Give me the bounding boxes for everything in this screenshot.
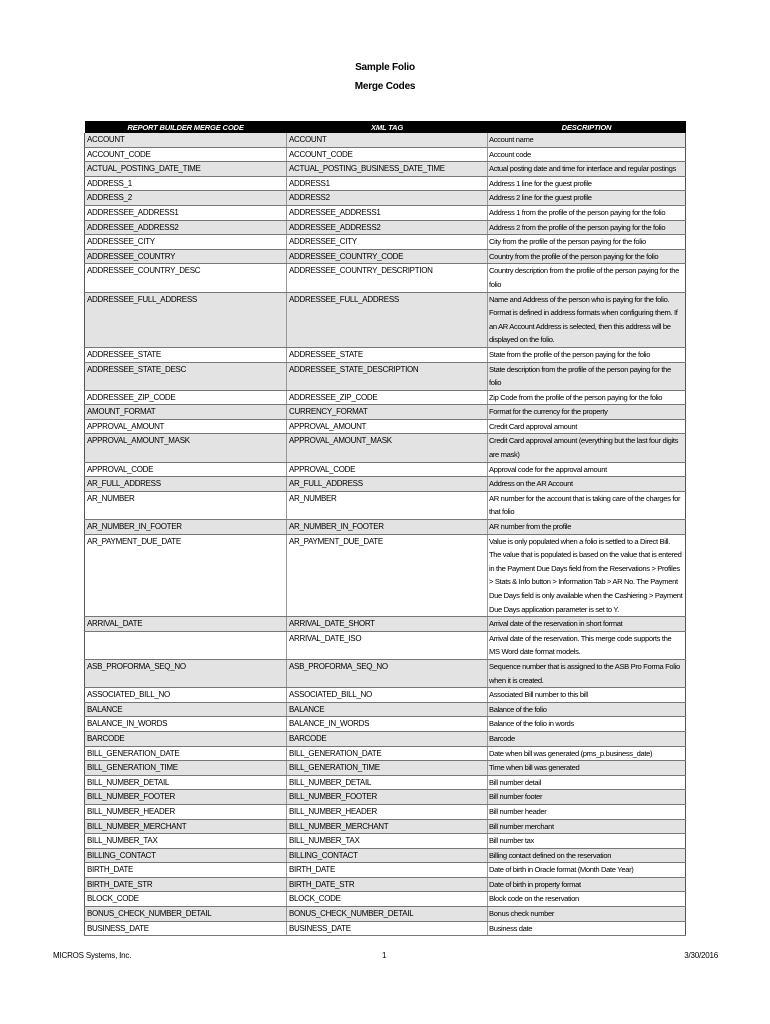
table-row [85,462,686,477]
description-cell: Arrival date of the reservation in short format [488,617,686,632]
merge-code-cell: BARCODE [85,731,287,746]
table-row [85,617,686,632]
merge-code-cell: BALANCE_IN_WORDS [85,717,287,732]
xml-tag-cell: ASB_PROFORMA_SEQ_NO [287,659,488,687]
merge-code-cell: BILL_GENERATION_DATE [85,746,287,761]
column-header-description: DESCRIPTION [488,121,686,133]
description-cell: Name and Address of the person who is paying for the folio. Format is defined in address formats when configuring them. If an AR Account Address is selected, then this address will be displayed on the folio. [488,292,686,347]
table-row [85,688,686,703]
merge-code-cell: ADDRESSEE_ADDRESS2 [85,220,287,235]
table-row [85,347,686,362]
merge-codes-table [84,121,686,936]
merge-code-cell: ASB_PROFORMA_SEQ_NO [85,659,287,687]
description-cell: Credit Card approval amount (everything but the last four digits are mask) [488,434,686,462]
description-cell: Bill number header [488,804,686,819]
merge-code-cell: BILL_NUMBER_TAX [85,834,287,849]
xml-tag-cell: ADDRESS1 [287,176,488,191]
table-row [85,804,686,819]
merge-code-cell: AR_FULL_ADDRESS [85,477,287,492]
table-row [85,863,686,878]
description-cell: Format for the currency for the property [488,405,686,420]
table-row [85,659,686,687]
description-cell: State description from the profile of the person paying for the folio [488,362,686,390]
merge-code-cell: APPROVAL_AMOUNT_MASK [85,434,287,462]
table-row [85,892,686,907]
merge-code-cell: ARRIVAL_DATE [85,617,287,632]
xml-tag-cell: ADDRESSEE_COUNTRY_CODE [287,249,488,264]
description-cell: Date of birth in property format [488,877,686,892]
xml-tag-cell: BALANCE [287,702,488,717]
table-row [85,491,686,519]
description-cell: Bill number detail [488,775,686,790]
column-header-merge-code: REPORT BUILDER MERGE CODE [85,121,287,133]
description-cell: Address 2 from the profile of the person paying for the folio [488,220,686,235]
table-row [85,834,686,849]
table-row [85,702,686,717]
description-cell: Date of birth in Oracle format (Month Date Year) [488,863,686,878]
xml-tag-cell: ADDRESSEE_ZIP_CODE [287,390,488,405]
merge-code-cell: ADDRESSEE_STATE [85,347,287,362]
table-row [85,147,686,162]
xml-tag-cell: BARCODE [287,731,488,746]
description-cell: Approval code for the approval amount [488,462,686,477]
merge-code-cell: BONUS_CHECK_NUMBER_DETAIL [85,907,287,922]
footer-page-number: 1 [382,951,387,960]
xml-tag-cell: AR_NUMBER_IN_FOOTER [287,520,488,535]
xml-tag-cell: BIRTH_DATE_STR [287,877,488,892]
xml-tag-cell: AR_FULL_ADDRESS [287,477,488,492]
table-row [85,405,686,420]
merge-code-cell: BIRTH_DATE [85,863,287,878]
xml-tag-cell: BILL_NUMBER_TAX [287,834,488,849]
merge-code-cell: ADDRESSEE_COUNTRY_DESC [85,264,287,292]
description-cell: Arrival date of the reservation. This merge code supports the MS Word date format models. [488,631,686,659]
xml-tag-cell: ADDRESSEE_STATE_DESCRIPTION [287,362,488,390]
table-row [85,731,686,746]
merge-code-cell: ADDRESSEE_ZIP_CODE [85,390,287,405]
description-cell: Address on the AR Account [488,477,686,492]
xml-tag-cell: BALANCE_IN_WORDS [287,717,488,732]
merge-code-cell: ASSOCIATED_BILL_NO [85,688,287,703]
column-header-xml-tag: XML TAG [287,121,488,133]
table-row [85,220,686,235]
table-row [85,520,686,535]
description-cell: Actual posting date and time for interface and regular postings [488,162,686,177]
table-row [85,790,686,805]
merge-code-cell: ADDRESSEE_ADDRESS1 [85,205,287,220]
description-cell: Balance of the folio [488,702,686,717]
table-row [85,746,686,761]
merge-code-cell: ADDRESSEE_CITY [85,235,287,250]
merge-code-cell: BIRTH_DATE_STR [85,877,287,892]
xml-tag-cell: ACCOUNT [287,133,488,147]
merge-code-cell: ADDRESSEE_STATE_DESC [85,362,287,390]
merge-code-cell: APPROVAL_AMOUNT [85,419,287,434]
merge-code-cell: ADDRESSEE_COUNTRY [85,249,287,264]
table-row [85,631,686,659]
merge-code-cell: ADDRESS_2 [85,191,287,206]
merge-code-cell: BILL_GENERATION_TIME [85,761,287,776]
description-cell: Bill number footer [488,790,686,805]
merge-code-cell: ADDRESS_1 [85,176,287,191]
table-row [85,907,686,922]
description-cell: Sequence number that is assigned to the ASB Pro Forma Folio when it is created. [488,659,686,687]
description-cell: City from the profile of the person paying for the folio [488,235,686,250]
table-row [85,921,686,936]
merge-code-cell: BILL_NUMBER_MERCHANT [85,819,287,834]
table-row [85,205,686,220]
merge-code-cell: AR_NUMBER [85,491,287,519]
merge-code-cell: ACTUAL_POSTING_DATE_TIME [85,162,287,177]
xml-tag-cell: ACCOUNT_CODE [287,147,488,162]
document-title: Sample Folio [355,62,415,73]
xml-tag-cell: ADDRESS2 [287,191,488,206]
table-row [85,717,686,732]
merge-code-cell: BUSINESS_DATE [85,921,287,936]
description-cell: Balance of the folio in words [488,717,686,732]
xml-tag-cell: BUSINESS_DATE [287,921,488,936]
table-row [85,162,686,177]
table-row [85,362,686,390]
merge-code-cell: BILL_NUMBER_FOOTER [85,790,287,805]
table-row [85,775,686,790]
description-cell: Address 2 line for the guest profile [488,191,686,206]
merge-code-cell: AR_PAYMENT_DUE_DATE [85,534,287,617]
table-row [85,877,686,892]
description-cell: Bonus check number [488,907,686,922]
table-row [85,133,686,147]
table-row [85,264,686,292]
xml-tag-cell: BILL_NUMBER_FOOTER [287,790,488,805]
description-cell: Account code [488,147,686,162]
merge-code-cell [85,631,287,659]
description-cell: Bill number tax [488,834,686,849]
description-cell: Date when bill was generated (pms_p.business_date) [488,746,686,761]
xml-tag-cell: AR_PAYMENT_DUE_DATE [287,534,488,617]
document-subtitle: Merge Codes [354,81,416,92]
xml-tag-cell: BLOCK_CODE [287,892,488,907]
xml-tag-cell: ADDRESSEE_COUNTRY_DESCRIPTION [287,264,488,292]
merge-code-cell: ACCOUNT [85,133,287,147]
xml-tag-cell: ACTUAL_POSTING_BUSINESS_DATE_TIME [287,162,488,177]
xml-tag-cell: BIRTH_DATE [287,863,488,878]
xml-tag-cell: BILL_NUMBER_MERCHANT [287,819,488,834]
description-cell: Account name [488,133,686,147]
merge-code-cell: BALANCE [85,702,287,717]
merge-code-cell: APPROVAL_CODE [85,462,287,477]
description-cell: Block code on the reservation [488,892,686,907]
xml-tag-cell: BILL_GENERATION_DATE [287,746,488,761]
merge-code-cell: BILL_NUMBER_HEADER [85,804,287,819]
xml-tag-cell: APPROVAL_CODE [287,462,488,477]
table-row [85,176,686,191]
description-cell: Time when bill was generated [488,761,686,776]
xml-tag-cell: BONUS_CHECK_NUMBER_DETAIL [287,907,488,922]
xml-tag-cell: BILL_NUMBER_DETAIL [287,775,488,790]
description-cell: State from the profile of the person paying for the folio [488,347,686,362]
table-row [85,191,686,206]
table-row [85,819,686,834]
xml-tag-cell: APPROVAL_AMOUNT [287,419,488,434]
table-row [85,761,686,776]
xml-tag-cell: ADDRESSEE_CITY [287,235,488,250]
merge-code-cell: BILL_NUMBER_DETAIL [85,775,287,790]
footer-date: 3/30/2016 [684,951,718,960]
merge-code-cell: BILLING_CONTACT [85,848,287,863]
table-row [85,419,686,434]
description-cell: Country description from the profile of the person paying for the folio [488,264,686,292]
xml-tag-cell: ADDRESSEE_FULL_ADDRESS [287,292,488,347]
footer-company: MICROS Systems, Inc. [53,951,132,960]
description-cell: Address 1 from the profile of the person paying for the folio [488,205,686,220]
description-cell: Country from the profile of the person paying for the folio [488,249,686,264]
description-cell: Zip Code from the profile of the person paying for the folio [488,390,686,405]
merge-code-cell: ACCOUNT_CODE [85,147,287,162]
xml-tag-cell: ADDRESSEE_STATE [287,347,488,362]
table-row [85,292,686,347]
merge-code-cell: AMOUNT_FORMAT [85,405,287,420]
merge-code-cell: AR_NUMBER_IN_FOOTER [85,520,287,535]
description-cell: Bill number merchant [488,819,686,834]
description-cell: Barcode [488,731,686,746]
table-row [85,434,686,462]
description-cell: Business date [488,921,686,936]
xml-tag-cell: ARRIVAL_DATE_ISO [287,631,488,659]
xml-tag-cell: ADDRESSEE_ADDRESS1 [287,205,488,220]
table-row [85,534,686,617]
xml-tag-cell: CURRENCY_FORMAT [287,405,488,420]
table-row [85,390,686,405]
xml-tag-cell: ARRIVAL_DATE_SHORT [287,617,488,632]
description-cell: Value is only populated when a folio is settled to a Direct Bill. The value that is populated is based on the value that is entered in the Payment Due Days field from the Reservations > Profiles > Stats & Info button > Information Tab > AR No. The Payment Due Days field is only available when the Cashiering > Payment Due Days application parameter is set to Y. [488,534,686,617]
table-row [85,249,686,264]
merge-code-cell: ADDRESSEE_FULL_ADDRESS [85,292,287,347]
description-cell: Address 1 line for the guest profile [488,176,686,191]
xml-tag-cell: AR_NUMBER [287,491,488,519]
xml-tag-cell: ASSOCIATED_BILL_NO [287,688,488,703]
description-cell: Associated Bill number to this bill [488,688,686,703]
table-body [85,133,686,936]
table-row [85,848,686,863]
description-cell: AR number for the account that is taking care of the charges for that folio [488,491,686,519]
table-row [85,235,686,250]
xml-tag-cell: BILL_NUMBER_HEADER [287,804,488,819]
xml-tag-cell: BILL_GENERATION_TIME [287,761,488,776]
description-cell: Billing contact defined on the reservation [488,848,686,863]
xml-tag-cell: ADDRESSEE_ADDRESS2 [287,220,488,235]
table-row [85,477,686,492]
merge-code-cell: BLOCK_CODE [85,892,287,907]
xml-tag-cell: BILLING_CONTACT [287,848,488,863]
xml-tag-cell: APPROVAL_AMOUNT_MASK [287,434,488,462]
description-cell: AR number from the profile [488,520,686,535]
description-cell: Credit Card approval amount [488,419,686,434]
table-header-row [85,121,686,133]
